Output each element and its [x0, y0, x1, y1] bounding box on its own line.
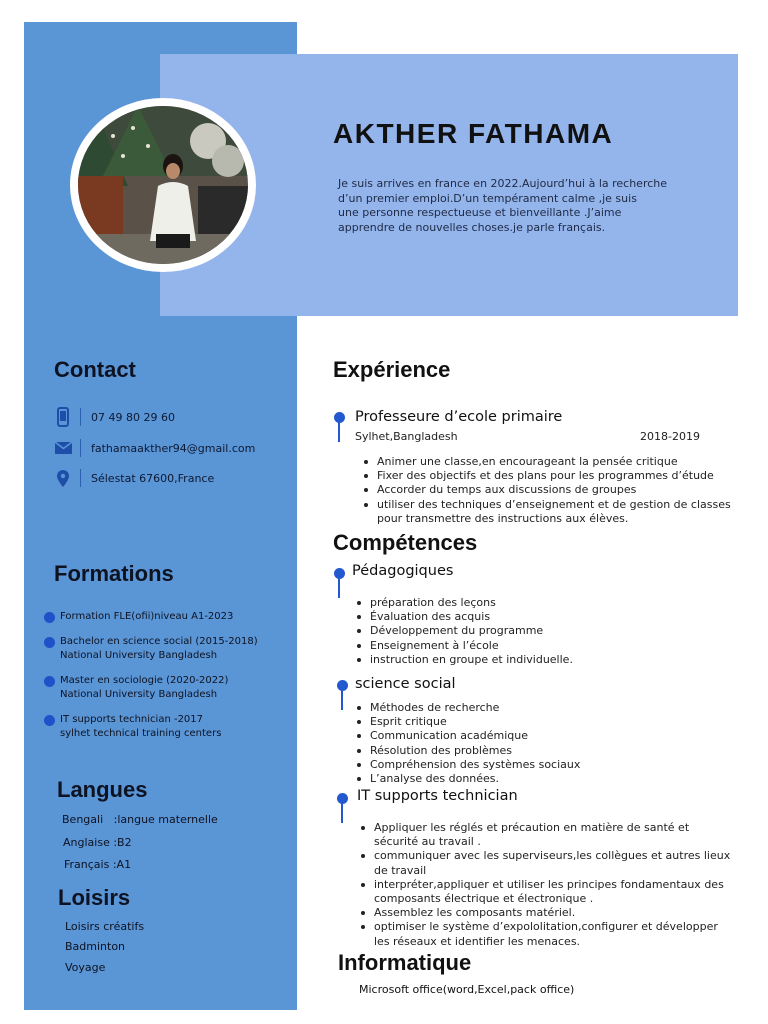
formation-item: Bachelor en science social (2015-2018) National University Bangladesh [44, 635, 258, 662]
contact-phone: 07 49 80 29 60 [54, 406, 175, 428]
formation-item: IT supports technician -2017 sylhet technical training centers [44, 713, 221, 740]
job-period: 2018-2019 [640, 430, 700, 443]
list-item: communiquer avec les superviseurs,les collègues et autres lieux de travail [357, 849, 730, 877]
list-item: instruction en groupe et individuelle. [353, 653, 573, 667]
profile-photo-frame [70, 98, 256, 272]
list-item: Évaluation des acquis [353, 610, 573, 624]
list-item: Animer une classe,en encourageant la pensée critique [360, 455, 731, 469]
list-item: Développement du programme [353, 624, 573, 638]
hobby-item: Loisirs créatifs [65, 920, 145, 933]
bullet-dot-icon [44, 612, 55, 623]
skill-bullets [357, 821, 730, 949]
skill-group-title: Pédagogiques [352, 563, 454, 579]
contact-title: Contact [54, 357, 136, 382]
list-item: Accorder du temps aux discussions de groupes [360, 483, 731, 497]
list-item: utiliser des techniques d’enseignement et de gestion de classes pour transmettre des instructions aux élèves. [360, 498, 731, 526]
list-item: Fixer des objectifs et des plans pour les programmes d’étude [360, 469, 731, 483]
skill-group-title: IT supports technician [357, 788, 518, 804]
list-item: Résolution des problèmes [353, 744, 580, 758]
list-item: Esprit critique [353, 715, 580, 729]
phone-icon [54, 407, 72, 427]
bullet-dot-icon [44, 715, 55, 726]
skill-bullets [353, 596, 573, 667]
experience-title: Expérience [333, 357, 451, 382]
formation-item: Formation FLE(ofii)niveau A1-2023 [44, 610, 233, 624]
profile-photo [78, 106, 248, 264]
list-item: Compréhension des systèmes sociaux [353, 758, 580, 772]
bullet-dot-icon [44, 637, 55, 648]
list-item: Enseignement à l’école [353, 639, 573, 653]
language-item: Anglaise :B2 [63, 836, 132, 849]
skill-bullets [353, 701, 580, 786]
formation-item: Master en sociologie (2020-2022) National University Bangladesh [44, 674, 228, 701]
job-title: Professeure d’ecole primaire [355, 409, 563, 425]
list-item: préparation des leçons [353, 596, 573, 610]
location-pin-icon [54, 468, 72, 488]
informatique-title: Informatique [338, 950, 472, 975]
competences-title: Compétences [333, 530, 478, 555]
loisirs-title: Loisirs [58, 885, 131, 910]
langues-title: Langues [57, 777, 148, 802]
list-item: Communication académique [353, 729, 580, 743]
experience-bullets [360, 455, 731, 526]
list-item: L’analyse des données. [353, 772, 580, 786]
skill-group-title: science social [355, 676, 456, 692]
list-item: Appliquer les réglés et précaution en matière de santé et sécurité au travail . [357, 821, 730, 849]
language-item: Bengali :langue maternelle [62, 813, 218, 826]
list-item: Assemblez les composants matériel. [357, 906, 730, 920]
hobby-item: Badminton [65, 940, 126, 953]
list-item: optimiser le système d’expololitation,configurer et développer les réseaux et identifier les menaces. [357, 920, 730, 948]
bullet-dot-icon [44, 676, 55, 687]
informatique-text: Microsoft office(word,Excel,pack office) [359, 983, 575, 996]
contact-address: Sélestat 67600,France [54, 467, 214, 489]
candidate-name: AKTHER FATHAMA [333, 118, 614, 149]
email-icon [54, 438, 72, 458]
contact-email: fathamaakther94@gmail.com [54, 437, 255, 459]
list-item: interpréter,appliquer et utiliser les principes fondamentaux des composants électrique et électronique . [357, 878, 730, 906]
language-item: Français :A1 [64, 858, 132, 871]
hobby-item: Voyage [65, 961, 106, 974]
job-location: Sylhet,Bangladesh [355, 430, 458, 443]
about-text: Je suis arrives en france en 2022.Aujourd’hui à la recherche d’un premier emploi.D’un tempérament calme ,je suis une personne respectueuse et bienveillante .J’aime apprendre de nouvelles choses.je parle français. [338, 177, 668, 234]
formations-title: Formations [54, 561, 174, 586]
list-item: Méthodes de recherche [353, 701, 580, 715]
